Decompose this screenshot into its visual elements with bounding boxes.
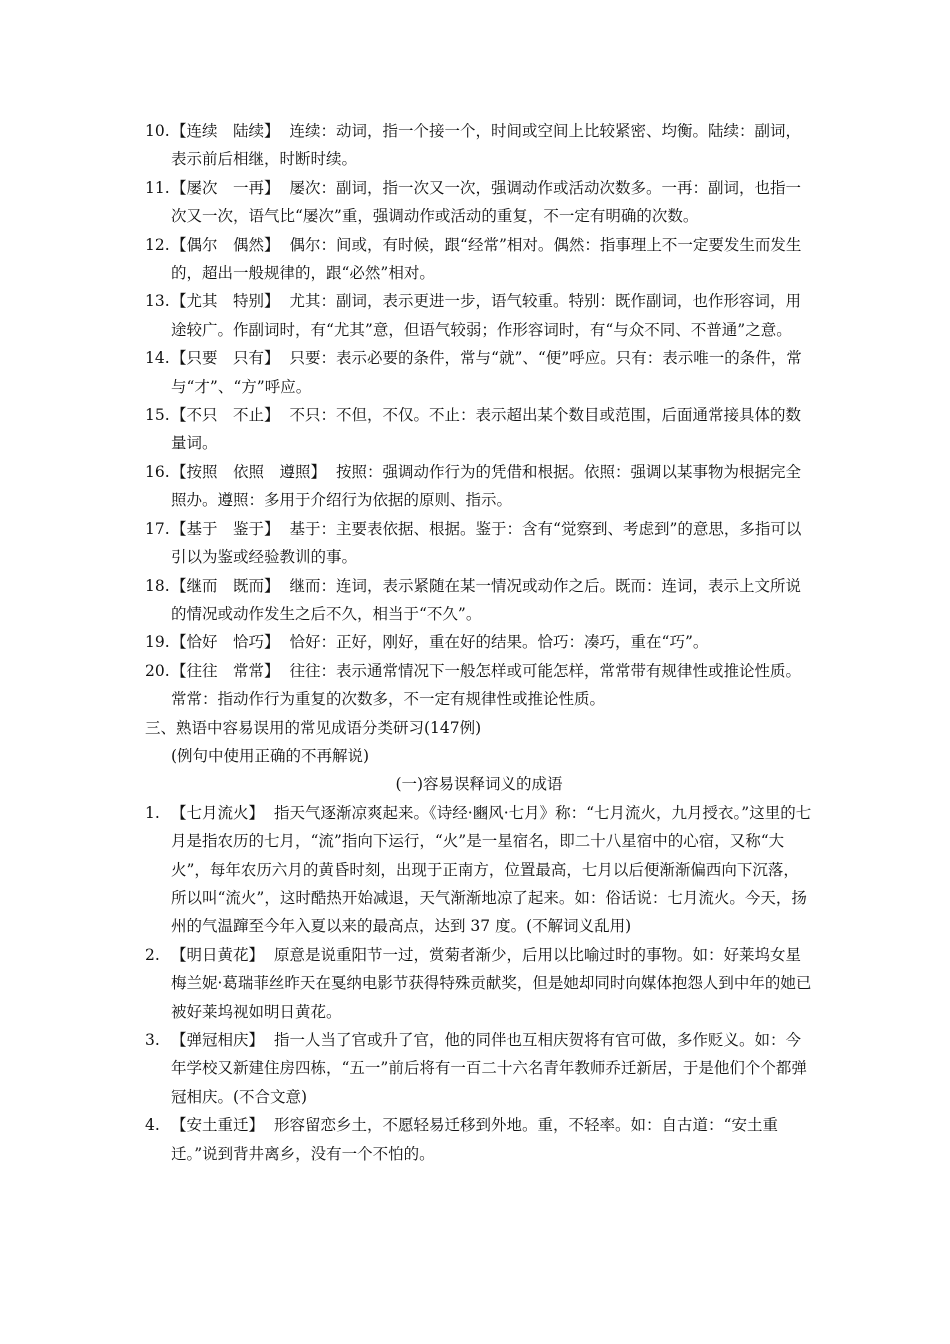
word-distinction-list bbox=[145, 117, 813, 714]
item-number: 17. bbox=[145, 519, 170, 538]
item-term: 【不只 不止】 bbox=[171, 406, 280, 425]
item-term: 【连续 陆续】 bbox=[171, 122, 280, 140]
item-text: 屡次：副词，指一次又一次，强调动作或活动次数多。一再：副词，也指一次又一次，语气比“屡次”重，强调动作或活动的重复，不一定有明确的次数。 bbox=[171, 178, 802, 226]
item-number: 12. bbox=[145, 235, 170, 254]
item-number: 2. bbox=[145, 945, 160, 964]
item-term: 【屡次 一再】 bbox=[171, 178, 280, 197]
list-item bbox=[145, 1026, 813, 1111]
section-heading: 三、熟语中容易误用的常见成语分类研习(147例) bbox=[145, 718, 482, 737]
item-number: 1. bbox=[145, 803, 160, 822]
item-term: 【基于 鉴于】 bbox=[171, 519, 280, 538]
item-term: 【偶尔 偶然】 bbox=[171, 235, 280, 254]
subsection-heading: (一)容易误释词义的成语 bbox=[395, 775, 563, 794]
item-text: 指一人当了官或升了官，他的同伴也互相庆贺将有官可做，多作贬义。如：今年学校又新建住房四栋，“五一”前后将有一百二十六名青年教师乔迁新居，于是他们个个都弹冠相庆。(不合文意) bbox=[171, 1031, 807, 1106]
idiom-list bbox=[145, 799, 813, 1168]
list-item bbox=[145, 515, 813, 572]
item-term: 【安土重迁】 bbox=[171, 1116, 265, 1135]
item-number: 15. bbox=[145, 406, 170, 425]
item-text: 指天气逐渐凉爽起来。《诗经·豳风·七月》称：“七月流火，九月授衣。”这里的七月是指农历的七月，“流”指向下运行，“火”是一星宿名，即二十八星宿中的心宿，又称“大火”，每年农历六月的黄昏时刻，出现于正南方，位置最高，七月以后便渐渐偏西向下沉落，所以叫“流火”，这时酷热开始减退，天气渐渐地凉了起来。如：俗话说：七月流火。今天，扬州的气温蹿至今年入夏以来的最高点，达到 37 度。(不解词义乱用) bbox=[171, 803, 812, 936]
item-number: 13. bbox=[145, 292, 170, 311]
item-text: 按照：强调动作行为的凭借和根据。依照：强调以某事物为根据完全照办。遵照：多用于介绍行为依据的原则、指示。 bbox=[171, 462, 802, 510]
item-text: 偶尔：间或，有时候，跟“经常”相对。偶然：指事理上不一定要发生而发生的，超出一般规律的，跟“必然”相对。 bbox=[171, 235, 802, 283]
item-text: 往往：表示通常情况下一般怎样或可能怎样，常常带有规律性或推论性质。常常：指动作行为重复的次数多，不一定有规律性或推论性质。 bbox=[171, 661, 802, 709]
item-text: 继而：连词，表示紧随在某一情况或动作之后。既而：连词，表示上文所说的情况或动作发生之后不久，相当于“不久”。 bbox=[171, 576, 802, 623]
item-text: 形容留恋乡土，不愿轻易迁移到外地。重，不轻率。如：自古道：“安土重迁。”说到背井离乡，没有一个不怕的。 bbox=[171, 1116, 778, 1163]
item-text: 尤其：副词，表示更进一步，语气较重。特别：既作副词，也作形容词，用途较广。作副词时，有“尤其”意，但语气较弱；作形容词时，有“与众不同、不普通”之意。 bbox=[171, 292, 802, 339]
item-term: 【按照 依照 遵照】 bbox=[171, 462, 327, 481]
list-item bbox=[145, 572, 813, 629]
item-term: 【明日黄花】 bbox=[171, 945, 265, 964]
list-item bbox=[145, 344, 813, 401]
item-term: 【七月流火】 bbox=[171, 803, 265, 822]
item-number: 16. bbox=[145, 462, 170, 481]
item-text: 基于：主要表依据、根据。鉴于：含有“觉察到、考虑到”的意思，多指可以引以为鉴或经验教训的事。 bbox=[171, 519, 802, 567]
list-item bbox=[145, 287, 813, 344]
item-number: 11. bbox=[145, 178, 170, 197]
item-text: 恰好：正好，刚好，重在好的结果。恰巧：凑巧，重在“巧”。 bbox=[289, 633, 709, 652]
item-text: 只要：表示必要的条件，常与“就”、“便”呼应。只有：表示唯一的条件，常与“才”、“方”呼应。 bbox=[171, 349, 802, 396]
item-term: 【继而 既而】 bbox=[171, 576, 280, 595]
item-term: 【往往 常常】 bbox=[171, 661, 280, 680]
list-item bbox=[145, 458, 813, 515]
list-item bbox=[145, 941, 813, 1026]
list-item bbox=[145, 1111, 813, 1168]
item-number: 19. bbox=[145, 633, 170, 652]
list-item bbox=[145, 657, 813, 714]
list-item bbox=[145, 799, 813, 941]
item-term: 【弹冠相庆】 bbox=[171, 1031, 265, 1049]
item-text: 原意是说重阳节一过，赏菊者渐少，后用以比喻过时的事物。如：好莱坞女星梅兰妮·葛瑞菲丝昨天在戛纳电影节获得特殊贡献奖，但是她却同时向媒体抱怨人到中年的她已被好莱坞视如明日黄花。 bbox=[171, 945, 812, 1021]
item-number: 18. bbox=[145, 576, 170, 595]
item-term: 【只要 只有】 bbox=[171, 349, 280, 368]
list-item bbox=[145, 628, 813, 656]
item-number: 10. bbox=[145, 122, 170, 140]
list-item bbox=[145, 231, 813, 288]
item-number: 3. bbox=[145, 1031, 160, 1049]
item-text: 不只：不但，不仅。不止：表示超出某个数目或范围，后面通常接具体的数量词。 bbox=[171, 406, 802, 453]
item-term: 【尤其 特别】 bbox=[171, 292, 280, 311]
item-number: 4. bbox=[145, 1116, 160, 1135]
section-note: (例句中使用正确的不再解说) bbox=[171, 746, 370, 765]
item-term: 【恰好 恰巧】 bbox=[171, 633, 280, 652]
item-number: 20. bbox=[145, 661, 170, 680]
list-item bbox=[145, 401, 813, 458]
item-number: 14. bbox=[145, 349, 170, 368]
list-item bbox=[145, 174, 813, 231]
list-item bbox=[145, 117, 813, 174]
item-text: 连续：动词，指一个接一个，时间或空间上比较紧密、均衡。陆续：副词，表示前后相继，时断时续。 bbox=[171, 122, 802, 169]
document-page bbox=[145, 117, 813, 1168]
